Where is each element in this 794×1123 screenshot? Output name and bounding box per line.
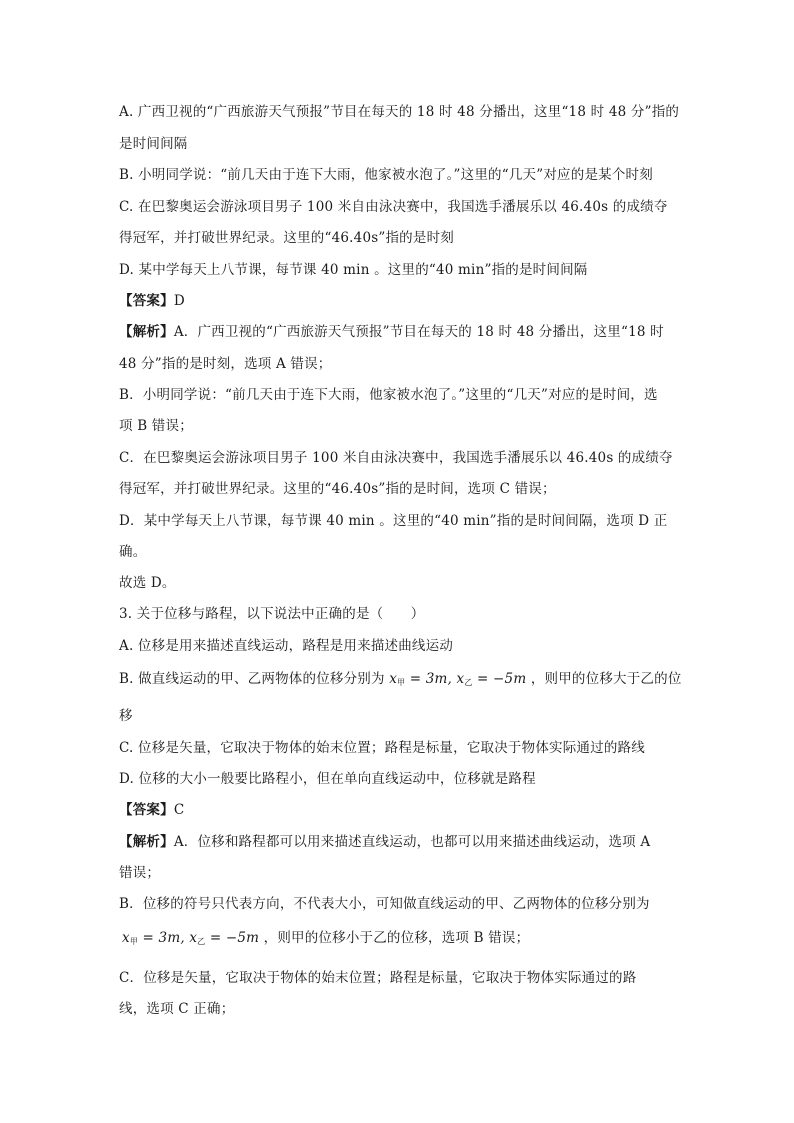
text-line: [119, 637, 453, 655]
line-text: D. 某中学每天上八节课，每节课 40 min 。这里的“40 min”指的是时间间隔: [119, 262, 588, 278]
section-tag: 【解析】: [119, 324, 174, 340]
formula-eq-2: = −5m: [472, 671, 527, 687]
formula-eq-4: = −5m: [205, 930, 260, 946]
text-line: [119, 417, 193, 435]
text-line: [119, 605, 424, 623]
line-text: 得冠军，并打破世界纪录。这里的“46.40s”指的是时刻: [119, 230, 454, 246]
line-text: 3. 关于位移与路程，以下说法中正确的是（ ）: [119, 606, 425, 622]
line-text: 故选 D。: [119, 575, 176, 591]
line-text: C. 位移是矢量，它取决于物体的始末位置；路程是标量，它取决于物体实际通过的路线: [119, 740, 645, 756]
line-text: 确。: [119, 544, 147, 560]
formula-eq-1: = 3m,: [405, 671, 457, 687]
line-text: B．位移的符号只代表方向，不代表大小，可知做直线运动的甲、乙两物体的位移分别为: [119, 896, 650, 912]
text-line: [119, 261, 587, 279]
explain-b-suffix: ，则甲的位移小于乙的位移，选项 B 错误；: [259, 930, 530, 946]
text-line: [119, 543, 146, 561]
explain-b-formula-line: [122, 929, 529, 951]
text-line: [119, 833, 650, 851]
line-text: 错误；: [119, 865, 161, 881]
formula-eq-3: = 3m,: [138, 930, 190, 946]
line-text: C: [173, 802, 185, 818]
text-line: [119, 969, 636, 987]
line-text: A. 广西卫视的“广西旅游天气预报”节目在每天的 18 时 48 分播出，这里“18 时 48 分”指的: [119, 104, 680, 120]
text-line: [119, 355, 332, 373]
line-text: B. 小明同学说：“前几天由于连下大雨，他家被水泡了。”这里的“几天”对应的是某个时刻: [119, 167, 653, 183]
line-text: 48 分”指的是时刻，选项 A 错误；: [119, 356, 332, 372]
text-line: [119, 386, 658, 404]
line-text: B．小明同学说：“前几天由于连下大雨，他家被水泡了。”这里的“几天”对应的是时间，选: [119, 387, 658, 403]
line-text: 得冠军，并打破世界纪录。这里的“46.40s”指的是时间，选项 C 错误；: [119, 481, 556, 497]
text-line: [119, 707, 133, 725]
line-text: 是时间间隔: [119, 136, 188, 152]
line-text: C．位移是矢量，它取决于物体的始末位置；路程是标量，它取决于物体实际通过的路: [119, 970, 637, 986]
line-text: C. 在巴黎奥运会游泳项目男子 100 米自由泳决赛中，我国选手潘展乐以 46.40s 的成绩夺: [119, 199, 668, 215]
line-text: D. 位移的大小一般要比路程小，但在单向直线运动中，位移就是路程: [119, 771, 536, 787]
section-tag: 【答案】: [119, 293, 174, 309]
formula-x-jia: $x_甲$: [389, 671, 406, 687]
section-tag: 【答案】: [119, 802, 174, 818]
text-line: [119, 229, 454, 247]
text-line: [119, 770, 536, 788]
text-line: [119, 864, 160, 882]
text-line: [119, 574, 176, 592]
line-text: 项 B 错误；: [119, 418, 193, 434]
line-text: D: [173, 293, 185, 309]
text-line: [119, 895, 650, 913]
text-line: [119, 135, 188, 153]
text-line: [119, 1000, 234, 1018]
formula-x-jia-2: $x_甲$: [122, 930, 139, 946]
text-line: [119, 480, 556, 498]
line-text: A．位移和路程都可以用来描述直线运动，也都可以用来描述曲线运动，选项 A: [173, 834, 651, 850]
text-line: [119, 512, 667, 530]
text-line: [119, 449, 673, 467]
line-text: C．在巴黎奥运会游泳项目男子 100 米自由泳决赛中，我国选手潘展乐以 46.40s 的成绩夺: [119, 450, 673, 466]
text-line: [119, 292, 185, 310]
option-b-prefix: B. 做直线运动的甲、乙两物体的位移分别为: [119, 671, 390, 687]
formula-x-yi-2: $x_乙$: [189, 930, 206, 946]
line-text: D．某中学每天上八节课，每节课 40 min 。这里的“40 min”指的是时间间隔，选项 D 正: [119, 513, 668, 529]
text-line: [119, 323, 664, 341]
option-b-suffix: ，则甲的位移大于乙的位: [526, 671, 682, 687]
line-text: A. 位移是用来描述直线运动，路程是用来描述曲线运动: [119, 638, 454, 654]
text-line: [119, 739, 645, 757]
text-line: [119, 103, 679, 121]
line-text: 线，选项 C 正确；: [119, 1001, 235, 1017]
formula-x-yi: $x_乙$: [456, 671, 473, 687]
option-b-line: [119, 670, 682, 692]
line-text: 移: [119, 708, 133, 724]
line-text: A．广西卫视的“广西旅游天气预报”节目在每天的 18 时 48 分播出，这里“18 时: [173, 324, 664, 340]
text-line: [119, 801, 184, 819]
text-line: [119, 166, 653, 184]
section-tag: 【解析】: [119, 834, 174, 850]
text-line: [119, 198, 668, 216]
